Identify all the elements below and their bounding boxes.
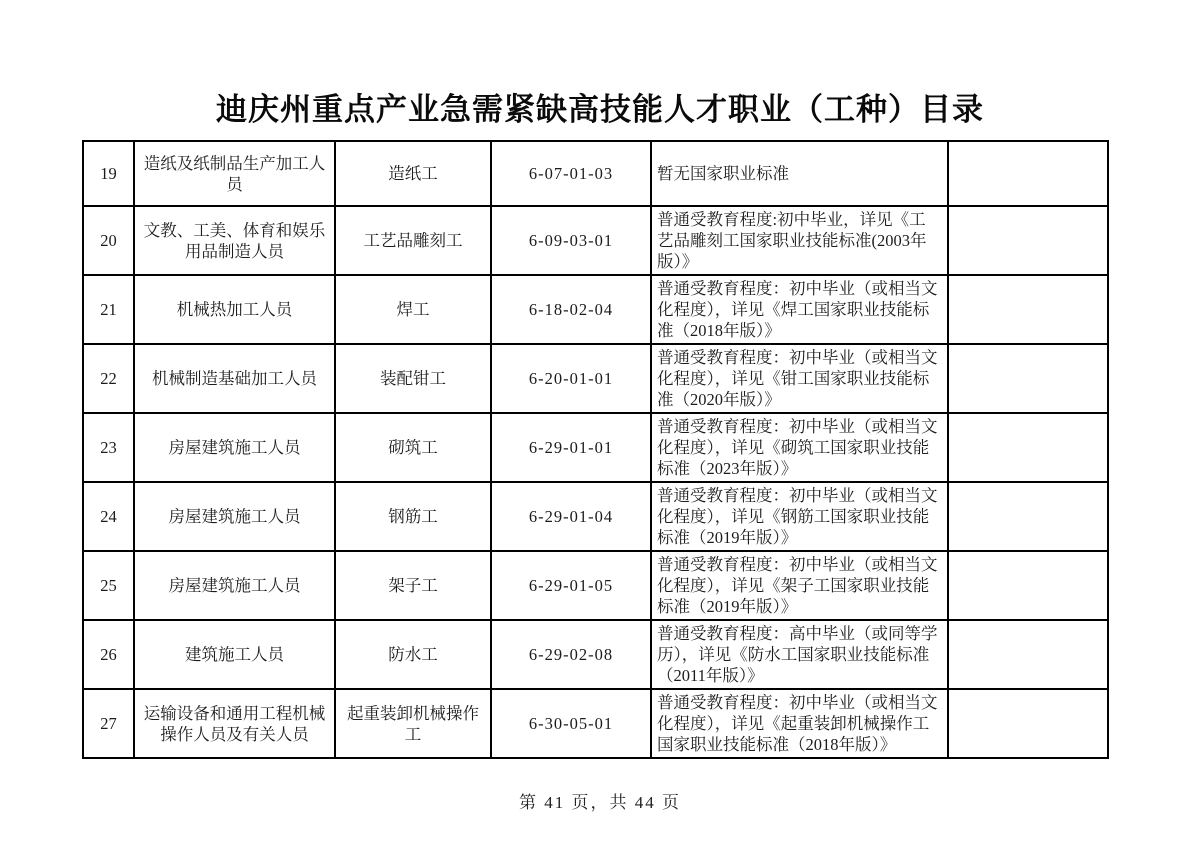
occupation-code-cell: 6-29-01-04 [491, 482, 651, 551]
category-cell: 建筑施工人员 [134, 620, 335, 689]
standard-cell: 暂无国家职业标准 [651, 141, 948, 206]
row-number-cell: 21 [83, 275, 134, 344]
occupation-code-cell: 6-07-01-03 [491, 141, 651, 206]
row-number-cell: 27 [83, 689, 134, 758]
table-row [83, 206, 1108, 275]
page-number: 第 41 页，共 44 页 [519, 793, 681, 812]
occupation-cell: 钢筋工 [335, 482, 491, 551]
remark-cell [948, 413, 1108, 482]
standard-cell: 普通受教育程度：初中毕业（或相当文化程度），详见《砌筑工国家职业技能标准（2023年版）》 [651, 413, 948, 482]
row-number-cell: 20 [83, 206, 134, 275]
remark-cell [948, 551, 1108, 620]
category-cell: 机械制造基础加工人员 [134, 344, 335, 413]
standard-cell: 普通受教育程度：初中毕业（或相当文化程度），详见《钳工国家职业技能标准（2020年版）》 [651, 344, 948, 413]
row-number-cell: 24 [83, 482, 134, 551]
table-row [83, 413, 1108, 482]
table-row [83, 689, 1108, 758]
table-row [83, 344, 1108, 413]
occupation-catalog-table [82, 140, 1109, 759]
occupation-code-cell: 6-30-05-01 [491, 689, 651, 758]
remark-cell [948, 206, 1108, 275]
category-cell: 房屋建筑施工人员 [134, 551, 335, 620]
occupation-cell: 装配钳工 [335, 344, 491, 413]
standard-cell: 普通受教育程度：初中毕业（或相当文化程度），详见《起重装卸机械操作工国家职业技能标准（2018年版）》 [651, 689, 948, 758]
row-number-cell: 26 [83, 620, 134, 689]
occupation-code-cell: 6-20-01-01 [491, 344, 651, 413]
occupation-cell: 造纸工 [335, 141, 491, 206]
category-cell: 运输设备和通用工程机械操作人员及有关人员 [134, 689, 335, 758]
occupation-code-cell: 6-09-03-01 [491, 206, 651, 275]
table-row [83, 141, 1108, 206]
occupation-cell: 架子工 [335, 551, 491, 620]
table-row [83, 620, 1108, 689]
occupation-code-cell: 6-29-01-01 [491, 413, 651, 482]
standard-cell: 普通受教育程度：初中毕业（或相当文化程度），详见《钢筋工国家职业技能标准（2019年版）》 [651, 482, 948, 551]
remark-cell [948, 689, 1108, 758]
row-number-cell: 19 [83, 141, 134, 206]
remark-cell [948, 620, 1108, 689]
occupation-cell: 焊工 [335, 275, 491, 344]
remark-cell [948, 344, 1108, 413]
category-cell: 房屋建筑施工人员 [134, 482, 335, 551]
occupation-code-cell: 6-18-02-04 [491, 275, 651, 344]
page-title: 迪庆州重点产业急需紧缺高技能人才职业（工种）目录 [216, 92, 984, 127]
standard-cell: 普通受教育程度：高中毕业（或同等学历），详见《防水工国家职业技能标准（2011年版）》 [651, 620, 948, 689]
occupation-cell: 砌筑工 [335, 413, 491, 482]
occupation-cell: 起重装卸机械操作工 [335, 689, 491, 758]
remark-cell [948, 141, 1108, 206]
remark-cell [948, 482, 1108, 551]
table-row [83, 551, 1108, 620]
remark-cell [948, 275, 1108, 344]
occupation-code-cell: 6-29-02-08 [491, 620, 651, 689]
standard-cell: 普通受教育程度：初中毕业（或相当文化程度），详见《架子工国家职业技能标准（2019年版）》 [651, 551, 948, 620]
category-cell: 机械热加工人员 [134, 275, 335, 344]
standard-cell: 普通受教育程度:初中毕业，详见《工艺品雕刻工国家职业技能标准(2003年版）》 [651, 206, 948, 275]
occupation-cell: 防水工 [335, 620, 491, 689]
table-row [83, 482, 1108, 551]
category-cell: 文教、工美、体育和娱乐用品制造人员 [134, 206, 335, 275]
row-number-cell: 22 [83, 344, 134, 413]
category-cell: 房屋建筑施工人员 [134, 413, 335, 482]
category-cell: 造纸及纸制品生产加工人员 [134, 141, 335, 206]
occupation-cell: 工艺品雕刻工 [335, 206, 491, 275]
standard-cell: 普通受教育程度：初中毕业（或相当文化程度），详见《焊工国家职业技能标准（2018年版）》 [651, 275, 948, 344]
table-row [83, 275, 1108, 344]
occupation-code-cell: 6-29-01-05 [491, 551, 651, 620]
row-number-cell: 23 [83, 413, 134, 482]
row-number-cell: 25 [83, 551, 134, 620]
